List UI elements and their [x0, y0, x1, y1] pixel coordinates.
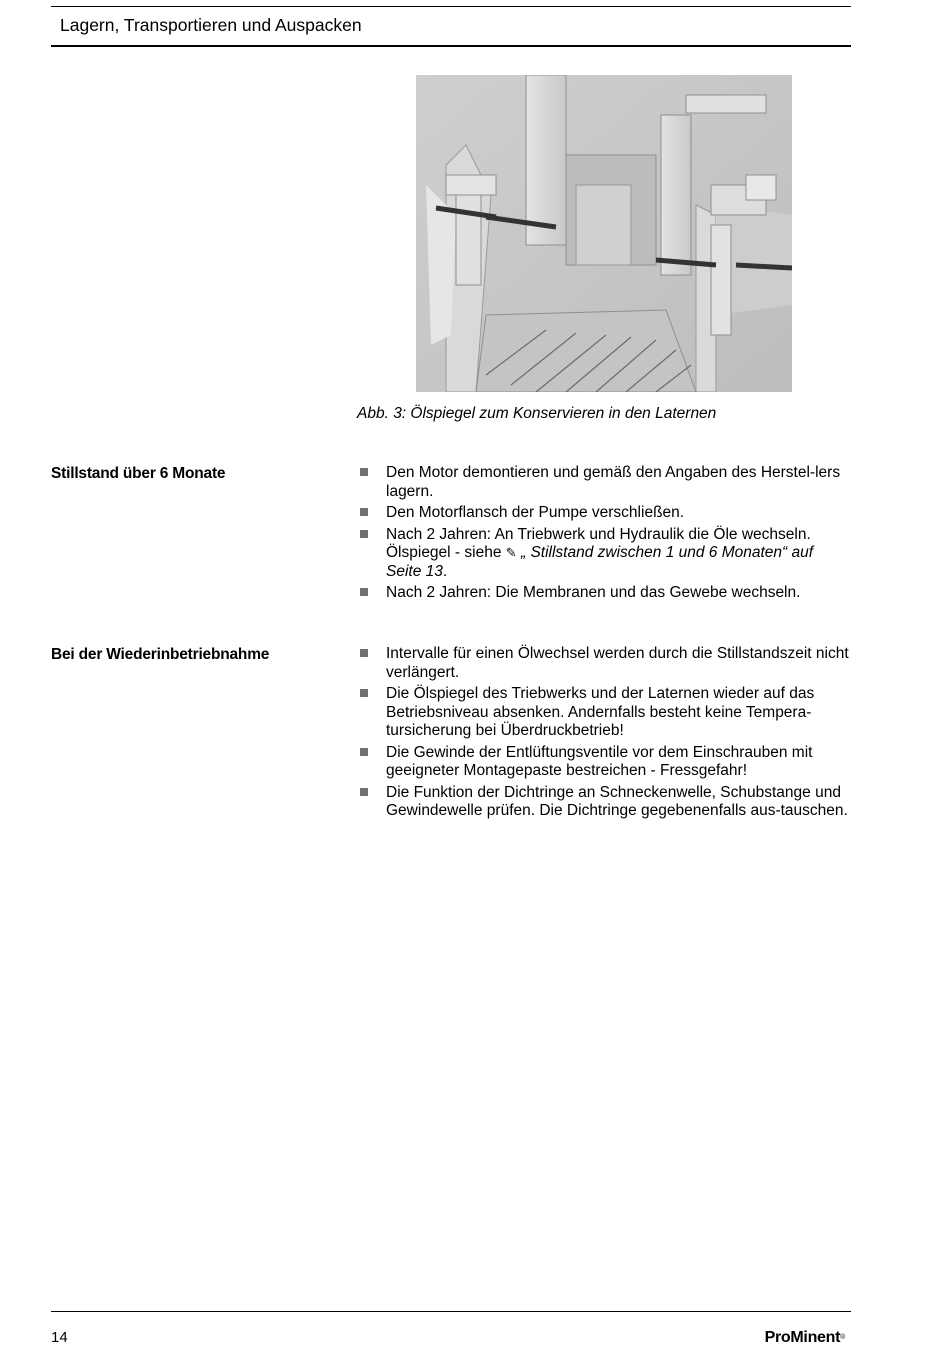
- stillstand-list: [359, 464, 849, 606]
- square-bullet-icon: [360, 508, 368, 516]
- cross-reference-icon: ✎: [505, 545, 517, 560]
- square-bullet-icon: [360, 588, 368, 596]
- oil-level-figure: [416, 75, 792, 392]
- list-item: Den Motor demontieren und gemäß den Angaben des Herstel-lers lagern.: [359, 464, 849, 501]
- section-heading-stillstand: Stillstand über 6 Monate: [51, 465, 226, 482]
- square-bullet-icon: [360, 689, 368, 697]
- header-bottom-rule: [51, 45, 851, 47]
- pump-lantern-cross-section-image: [416, 75, 792, 392]
- square-bullet-icon: [360, 530, 368, 538]
- figure-caption: Abb. 3: Ölspiegel zum Konservieren in den Laternen: [357, 405, 717, 422]
- square-bullet-icon: [360, 468, 368, 476]
- list-item: Die Ölspiegel des Triebwerks und der Laternen wieder auf das Betriebsniveau absenken. Andernfalls besteht keine Tempera-tursicherung bei Überdruckbetrieb!: [359, 685, 849, 741]
- page-header-title: Lagern, Transportieren und Auspacken: [60, 15, 362, 35]
- list-item: Den Motorflansch der Pumpe verschließen.: [359, 504, 849, 523]
- cross-reference-link[interactable]: „ Stillstand zwischen 1 und 6 Monaten“ auf Seite 13: [386, 544, 814, 580]
- wiederinbetriebnahme-list: [359, 645, 849, 824]
- header-top-rule: [51, 6, 851, 7]
- page-number: 14: [51, 1329, 68, 1346]
- list-item: Nach 2 Jahren: An Triebwerk und Hydraulik die Öle wechseln. Ölspiegel - siehe ✎ „ Stillstand zwischen 1 und 6 Monaten“ auf Seite 13.: [359, 526, 849, 582]
- prominent-logo: ProMinent®: [764, 1329, 845, 1346]
- footer-rule: [51, 1311, 851, 1312]
- square-bullet-icon: [360, 788, 368, 796]
- list-item: Die Funktion der Dichtringe an Schneckenwelle, Schubstange und Gewindewelle prüfen. Die Dichtringe gegebenenfalls aus-tauschen.: [359, 784, 849, 821]
- square-bullet-icon: [360, 649, 368, 657]
- section-heading-wiederinbetriebnahme: Bei der Wiederinbetriebnahme: [51, 646, 270, 663]
- list-item: Intervalle für einen Ölwechsel werden durch die Stillstandszeit nicht verlängert.: [359, 645, 849, 682]
- list-item: Nach 2 Jahren: Die Membranen und das Gewebe wechseln.: [359, 584, 849, 603]
- list-item: Die Gewinde der Entlüftungsventile vor dem Einschrauben mit geeigneter Montagepaste bestreichen - Fressgefahr!: [359, 744, 849, 781]
- square-bullet-icon: [360, 748, 368, 756]
